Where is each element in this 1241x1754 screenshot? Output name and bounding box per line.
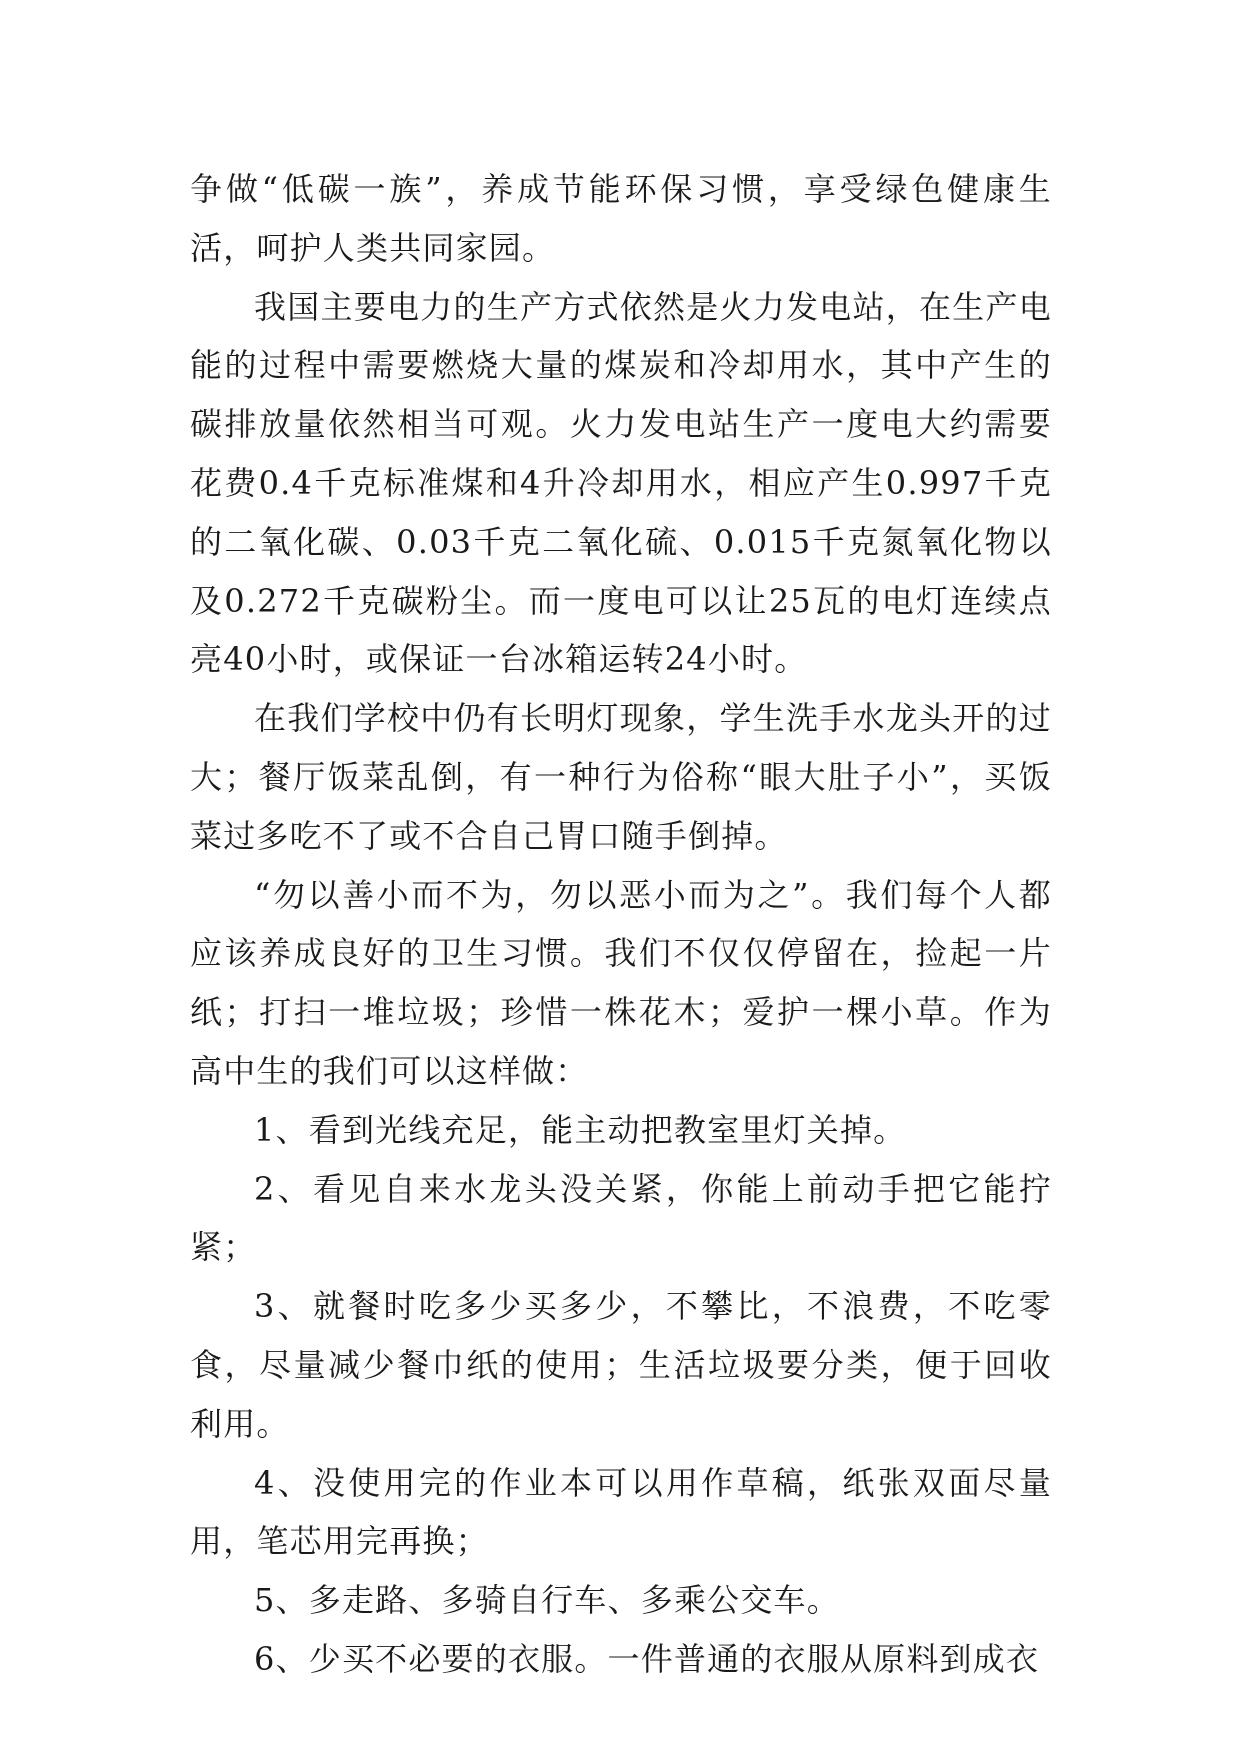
paragraph-1: 争做“低碳一族”，养成节能环保习惯，享受绿色健康生活，呵护人类共同家园。	[190, 170, 1052, 267]
paragraph-3: 在我们学校中仍有长明灯现象，学生洗手水龙头开的过大；餐厅饭菜乱倒，有一种行为俗称“眼大肚子小”，买饭菜过多吃不了或不合自己胃口随手倒掉。	[190, 699, 1052, 855]
paragraph-4: “勿以善小而不为，勿以恶小而为之”。我们每个人都应该养成良好的卫生习惯。我们不仅仅停留在，捡起一片纸；打扫一堆垃圾；珍惜一株花木；爱护一棵小草。作为高中生的我们可以这样做：	[190, 875, 1052, 1090]
paragraph-2: 我国主要电力的生产方式依然是火力发电站，在生产电能的过程中需要燃烧大量的煤炭和冷却用水，其中产生的碳排放量依然相当可观。火力发电站生产一度电大约需要花费0.4千克标准煤和4升冷却用水，相应产生0.997千克的二氧化碳、0.03千克二氧化硫、0.015千克氮氧化物以及0.272千克碳粉尘。而一度电可以让25瓦的电灯连续点亮40小时，或保证一台冰箱运转24小时。	[190, 287, 1052, 679]
list-item-1: 1、看到光线充足，能主动把教室里灯关掉。	[254, 1110, 907, 1149]
list-item-4: 4、没使用完的作业本可以用作草稿，纸张双面尽量用，笔芯用完再换；	[190, 1463, 1052, 1561]
list-item-3: 3、就餐时吃多少买多少，不攀比，不浪费，不吃零食，尽量减少餐巾纸的使用；生活垃圾要分类，便于回收利用。	[190, 1287, 1052, 1443]
list-item-6: 6、少买不必要的衣服。一件普通的衣服从原料到成衣	[254, 1639, 1040, 1678]
document-body	[190, 160, 1052, 1689]
list-item-2: 2、看见自来水龙头没关紧，你能上前动手把它能拧紧；	[190, 1169, 1052, 1267]
list-item-5: 5、多走路、多骑自行车、多乘公交车。	[254, 1581, 840, 1620]
